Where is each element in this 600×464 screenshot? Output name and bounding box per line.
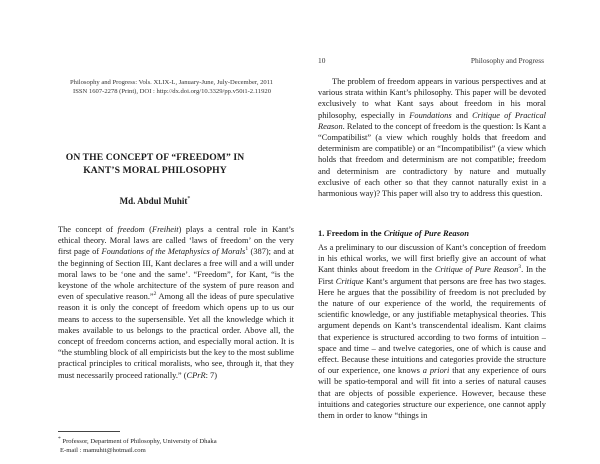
paper-title — [40, 152, 270, 177]
section-heading-text: 1. Freedom in the — [318, 228, 384, 238]
right-body-text-2 — [318, 242, 546, 421]
italic-text: Freiheit — [151, 225, 179, 234]
running-title: Philosophy and Progress — [470, 56, 544, 65]
footnote-ref: 3 — [518, 264, 522, 271]
journal-issn-doi-line: ISSN 1607-2278 (Print), DOI : http://dx.doi.org/10.3329/pp.v50i1-2.11920 — [73, 87, 271, 95]
footnote-text: Professor, Department of Philosophy, University of Dhaka — [60, 438, 217, 446]
italic-text: Foundations — [409, 110, 452, 120]
text-run: that any experience of ours will be spatio-temporal and will fit into a series of natural causes that are objects of possible experience. However, because these intuitions and categories structure our experience, one cannot apply them in order to know “things in — [318, 366, 546, 421]
italic-text: Foundations of the Metaphysics of Morals — [101, 247, 246, 257]
running-header — [318, 56, 544, 65]
text-run: As a preliminary to our discussion of Kant’s conception of freedom in his ethical works, we will first briefly give an account of what Kant thinks about freedom in the — [318, 243, 546, 275]
text-run: Kant’s argument that persons are free has two stages. Here he argues that the possibility of freedom is not precluded by the nature of our experience of the world, the requirements of scientific knowledge, or any justifiable metaphysical theories. This argument depends on Kant’s transcendental idealism. Kant claims that experience is structured according to two forms of intuition – space and time – and twelve categories, one of which is cause and effect. Because these intuitions and categories provide the structure of our experience, one knows — [318, 276, 546, 376]
footnote-ref: 1 — [245, 246, 249, 253]
paper-title-line: KANT’S MORAL PHILOSOPHY — [83, 164, 227, 176]
text-run: . In the First — [318, 265, 546, 286]
text-run: Among all the ideas of pure speculative reason it is only the concept of freedom which opens up to us our means to access to the supersensible. Yet all the knowledge which it makes available to us belongs to the practical order. Above all, the concept of freedom concerns action, and especially moral action. It is “the stumbling block of all empiricists but the key to the most sublime practical principles to critical moralists, who see, through it, that they must necessarily proceed rationally.” ( — [58, 292, 294, 380]
author-name: Md. Abdul Muhit — [119, 196, 188, 206]
footnote-mark: * — [58, 436, 61, 442]
author-footnote-mark: * — [187, 196, 191, 202]
paper-title-line: ON THE CONCEPT OF “FREEDOM” IN — [65, 152, 245, 163]
paragraph — [318, 76, 546, 199]
journal-citation — [70, 79, 290, 96]
text-run: . Related to the concept of freedom is the question: Is Kant a “Compatibilist” (a view which roughly holds that freedom and determinism are compatible) or an “Incompatibilist” (a view which holds that freedom and determinism are not compatible; freedom and determinism are contradictory by nature and mutually exclusive of each other so that they cannot naturally exist in a harmonious way)? This paper will also try to address this question. — [318, 121, 546, 199]
footnote-affiliation — [58, 435, 294, 447]
footnote — [58, 435, 294, 455]
footnote-email: E-mail : mamuhit@hotmail.com — [60, 446, 146, 454]
text-run: and — [451, 110, 473, 120]
text-run: (387); and at the beginning of Section III, Kant declares a free will and a will under moral laws to be ‘one and the same’. “Freedom”, for Kant, “is the keystone of the whole architecture of the system of pure reason and even of speculative reason.” — [58, 247, 294, 302]
paragraph — [58, 224, 294, 381]
text-run: The problem of freedom appears in various perspectives and at various strata within Kant’s philosophy. This paper will be devoted exclusively to what Kant says about freedom in his moral philosophy, especially in — [318, 77, 546, 120]
section-heading-italic: Critique of Pure Reason — [383, 228, 469, 238]
text-run: ) plays a central role in Kant’s ethical theory. Moral laws are called ‘laws of freedom’ on the very first page of — [58, 225, 294, 257]
journal-citation-line: Philosophy and Progress: Vols. XLIX-L, January-June, July-December, 2011 — [70, 79, 274, 86]
italic-text: a priori — [422, 366, 450, 376]
italic-text: Critique of Pure Reason — [434, 265, 519, 275]
italic-text: Critique — [335, 276, 364, 286]
author-byline — [40, 196, 270, 206]
italic-text: Critique of Practical Reason — [318, 110, 546, 131]
left-body-text — [58, 224, 294, 381]
italic-text: CPrR — [186, 370, 206, 380]
text-run: : 7) — [205, 370, 218, 380]
page-number: 10 — [318, 56, 326, 65]
paragraph — [318, 242, 546, 421]
right-page — [300, 0, 600, 464]
text-run: The concept of — [58, 225, 118, 234]
right-body-text — [318, 76, 546, 199]
footnote-divider — [58, 431, 120, 432]
section-heading — [318, 228, 546, 238]
text-run: ( — [144, 225, 152, 234]
footnote-ref: 2 — [153, 291, 157, 298]
italic-text: freedom — [117, 225, 145, 234]
